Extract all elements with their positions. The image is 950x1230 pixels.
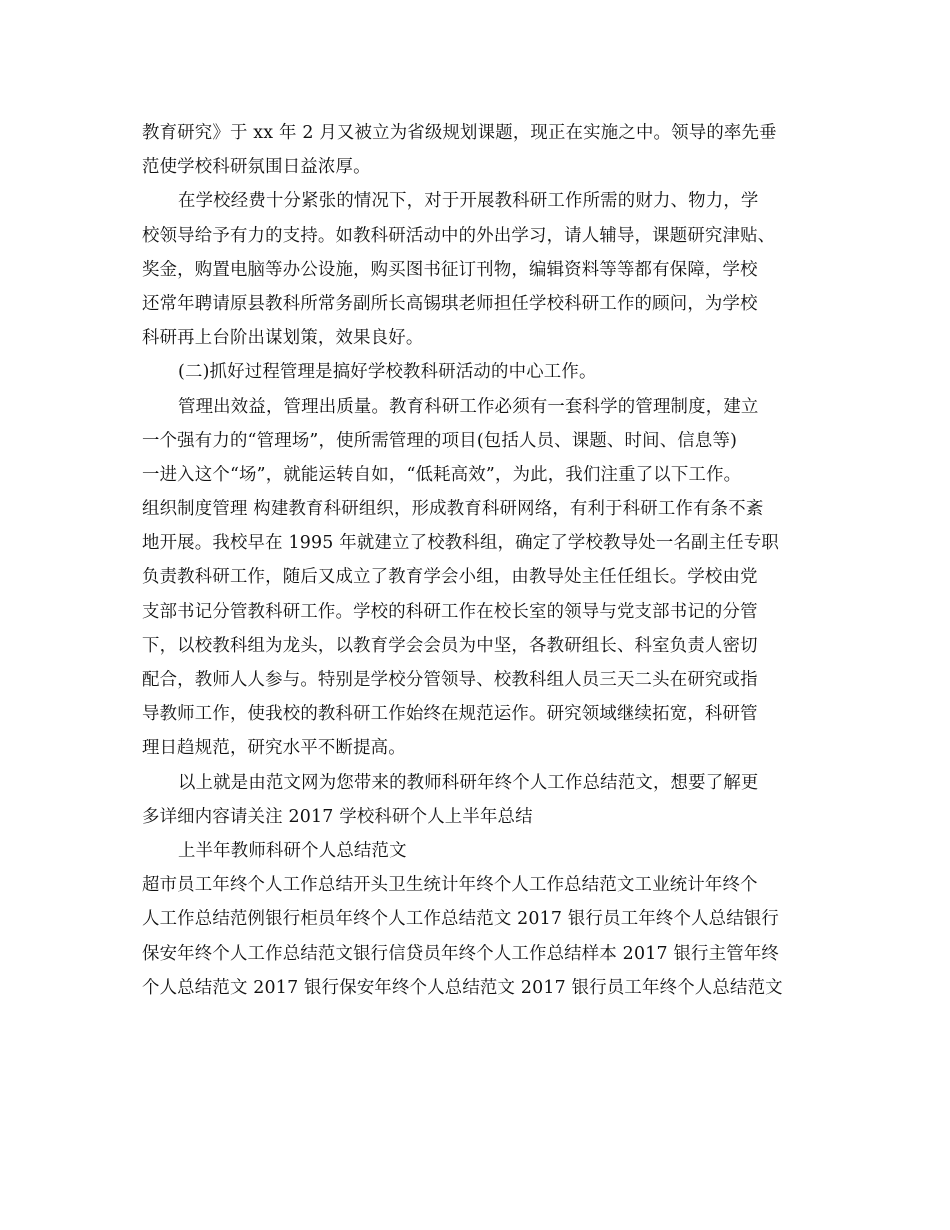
text-line-18: 导教师工作，使我校的教科研工作始终在规范运作。研究领域继续拓宽，科研管 xyxy=(142,704,758,725)
text-line-13: 地开展。我校早在 1995 年就建立了校教科组，确定了学校教导处一名副主任专职 xyxy=(142,533,780,554)
text-line-10: 一个强有力的“管理场”，使所需管理的项目(包括人员、课题、时间、信息等) xyxy=(142,430,738,451)
text-line-12: 组织制度管理 构建教育科研组织，形成教育科研网络，有利于科研工作有条不紊 xyxy=(142,499,764,520)
text-line-16: 下，以校教科组为龙头，以教育学会会员为中坚，各教研组长、科室负责人密切 xyxy=(142,635,758,656)
text-line-3: 在学校经费十分紧张的情况下，对于开展教科研工作所需的财力、物力，学 xyxy=(178,191,759,212)
text-line-20: 以上就是由范文网为您带来的教师科研年终个人工作总结范文，想要了解更 xyxy=(178,772,759,793)
text-line-21: 多详细内容请关注 2017 学校科研个人上半年总结 xyxy=(142,806,533,827)
text-line-11: 一进入这个“场”，就能运转自如，“低耗高效”，为此，我们注重了以下工作。 xyxy=(142,464,742,485)
document-body xyxy=(142,116,812,1005)
related-title: 上半年教师科研个人总结范文 xyxy=(178,840,407,861)
text-line-6: 还常年聘请原县教科所常务副所长高锡琪老师担任学校科研工作的顾问，为学校 xyxy=(142,293,758,314)
text-line-19: 理日趋规范，研究水平不断提高。 xyxy=(142,738,406,759)
section-heading-process-management: (二)抓好过程管理是搞好学校教科研活动的中心工作。 xyxy=(178,362,597,383)
text-line-7: 科研再上台阶出谋划策，效果良好。 xyxy=(142,328,424,349)
related-links-line-2: 人工作总结范例银行柜员年终个人工作总结范文 2017 银行员工年终个人总结银行 xyxy=(142,909,780,930)
text-line-14: 负责教科研工作，随后又成立了教育学会小组，由教导处主任任组长。学校由党 xyxy=(142,567,758,588)
related-links-line-1: 超市员工年终个人工作总结开头卫生统计年终个人工作总结范文工业统计年终个 xyxy=(142,875,758,896)
text-line-4: 校领导给予有力的支持。如教科研活动中的外出学习，请人辅导，课题研究津贴、 xyxy=(142,225,776,246)
text-line-17: 配合，教师人人参与。特别是学校分管领导、校教科组人员三天二头在研究或指 xyxy=(142,670,758,690)
text-line-5: 奖金，购置电脑等办公设施，购买图书征订刊物，编辑资料等等都有保障，学校 xyxy=(142,259,758,280)
related-links-line-3: 保安年终个人工作总结范文银行信贷员年终个人工作总结样本 2017 银行主管年终 xyxy=(142,943,780,964)
related-links-line-4: 个人总结范文 2017 银行保安年终个人总结范文 2017 银行员工年终个人总结范文 xyxy=(142,977,783,998)
text-line-1: 教育研究》于 xx 年 2 月又被立为省级规划课题，现正在实施之中。领导的率先垂 xyxy=(142,123,777,143)
text-line-9: 管理出效益，管理出质量。教育科研工作必须有一套科学的管理制度，建立 xyxy=(178,396,759,417)
text-line-2: 范使学校科研氛围日益浓厚。 xyxy=(142,157,371,178)
text-line-15: 支部书记分管教科研工作。学校的科研工作在校长室的领导与党支部书记的分管 xyxy=(142,601,758,622)
